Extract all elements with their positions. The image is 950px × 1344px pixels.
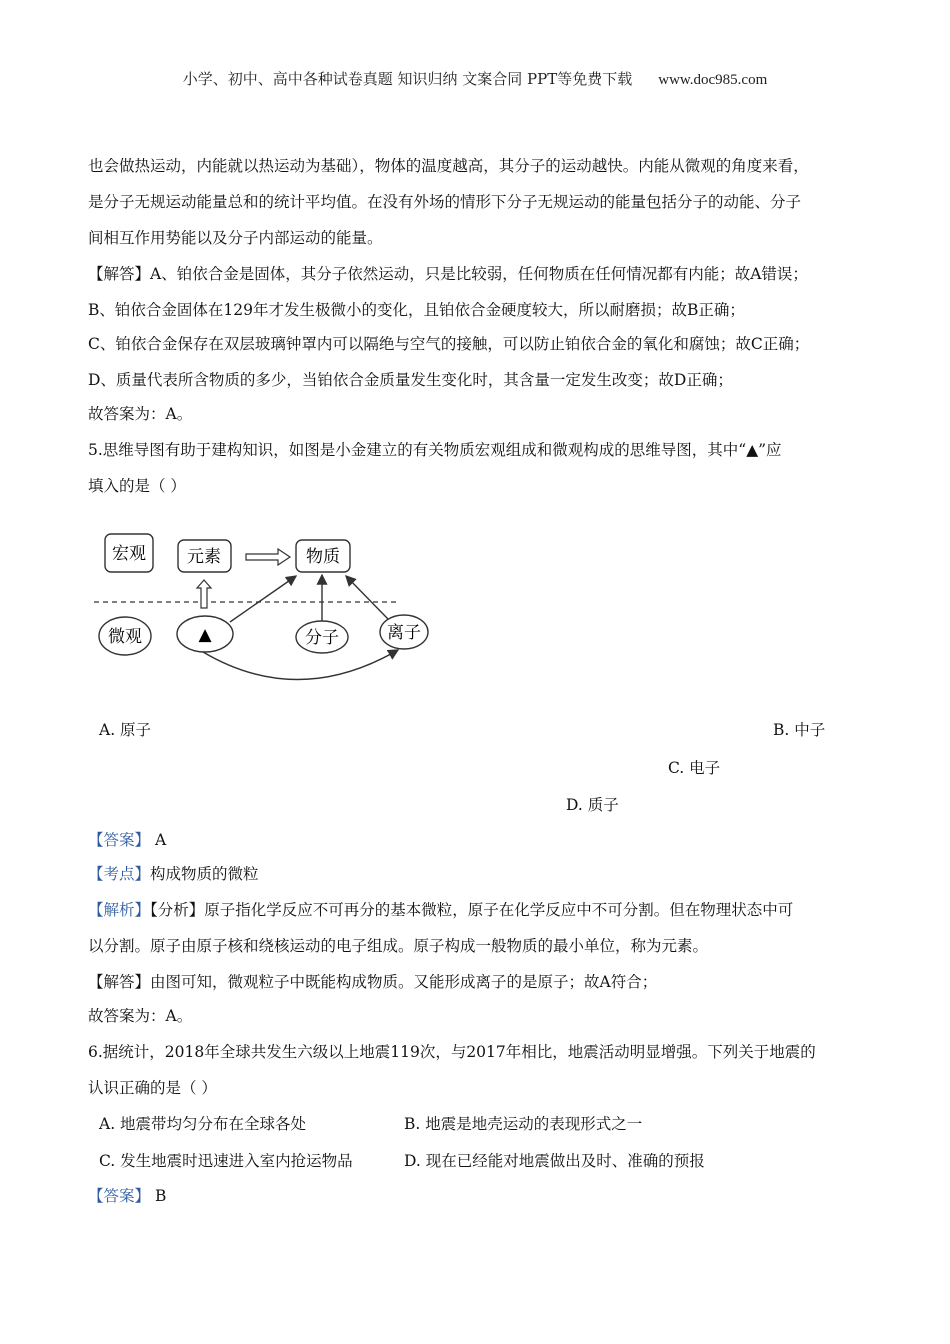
point-line bbox=[88, 864, 259, 884]
analysis-text: 【分析】原子指化学反应不可再分的基本微粒，原子在化学反应中不可分割。但在物理状态中可 bbox=[150, 901, 794, 919]
answer-tag: 【答案】 bbox=[88, 831, 151, 849]
hollow-arrow-right bbox=[246, 549, 290, 565]
paragraph-line: 也会做热运动，内能就以热运动为基础），物体的温度越高，其分子的运动越快。内能从微观的角度来看， bbox=[88, 157, 809, 175]
option-d[interactable]: D. 现在已经能对地震做出及时、准确的预报 bbox=[404, 1152, 705, 1170]
paragraph-line: 间相互作用势能以及分子内部运动的能量。 bbox=[88, 229, 383, 247]
option-c[interactable]: C. 发生地震时迅速进入室内抢运物品 bbox=[99, 1152, 353, 1170]
hollow-arrow-up bbox=[197, 580, 211, 608]
solve-tag: 【解答】 bbox=[88, 973, 151, 991]
answer-line: D、质量代表所含物质的多少，当铂依合金质量发生变化时，其含量一定发生改变；故D正确； bbox=[88, 371, 733, 389]
arrow-blank-to-ion bbox=[203, 650, 398, 680]
answer-line bbox=[88, 1186, 166, 1206]
option-a[interactable]: A. 原子 bbox=[99, 721, 152, 739]
arrow-blank-to-substance bbox=[230, 576, 296, 622]
answer-value: B bbox=[154, 1187, 167, 1205]
paragraph-line: 是分子无规运动能量总和的统计平均值。在没有外场的情形下分子无规运动的能量包括分子的动能、分子 bbox=[88, 193, 802, 211]
option-c[interactable]: C. 电子 bbox=[668, 759, 721, 777]
final-answer: 故答案为：A。 bbox=[88, 1007, 193, 1025]
answer-line: C、铂依合金保存在双层玻璃钟罩内可以隔绝与空气的接触，可以防止铂依合金的氧化和腐蚀；故C正确； bbox=[88, 335, 810, 353]
point-tag: 【考点】 bbox=[88, 865, 151, 883]
analysis-tag: 【解析】 bbox=[88, 901, 151, 919]
option-d[interactable]: D. 质子 bbox=[566, 796, 619, 814]
blank-label: ▲ bbox=[198, 625, 212, 645]
answer-line bbox=[88, 264, 808, 284]
solve-line bbox=[88, 972, 657, 992]
answer-text: A、铂依合金是固体，其分子依然运动，只是比较弱，任何物质在任何情况都有内能；故A错误； bbox=[150, 265, 808, 283]
mind-map-diagram bbox=[88, 528, 448, 700]
element-label: 元素 bbox=[187, 547, 221, 567]
header-text: 小学、初中、高中各种试卷真题 知识归纳 文案合同 PPT等免费下载 bbox=[182, 70, 633, 88]
page-header bbox=[0, 68, 950, 89]
option-a[interactable]: A. 地震带均匀分布在全球各处 bbox=[99, 1115, 307, 1133]
option-b[interactable]: B. 地震是地壳运动的表现形式之一 bbox=[404, 1115, 643, 1133]
question-stem: 5.思维导图有助于建构知识，如图是小金建立的有关物质宏观组成和微观构成的思维导图，其中“▲”应 bbox=[88, 441, 782, 459]
answer-tag: 【解答】 bbox=[88, 265, 151, 283]
analysis-line bbox=[88, 900, 793, 920]
analysis-line: 以分割。原子由原子核和绕核运动的电子组成。原子构成一般物质的最小单位，称为元素。 bbox=[88, 937, 709, 955]
option-b[interactable]: B. 中子 bbox=[773, 721, 826, 739]
macro-label: 宏观 bbox=[112, 544, 146, 564]
question-stem: 填入的是（ ） bbox=[88, 477, 186, 495]
molecule-label: 分子 bbox=[305, 628, 339, 648]
point-text: 构成物质的微粒 bbox=[150, 865, 259, 883]
ion-label: 离子 bbox=[387, 623, 421, 643]
answer-line bbox=[88, 830, 166, 850]
answer-line: B、铂依合金固体在129年才发生极微小的变化，且铂依合金硬度较大，所以耐磨损；故B正确； bbox=[88, 301, 745, 319]
micro-label: 微观 bbox=[108, 627, 142, 647]
answer-value: A bbox=[154, 831, 167, 849]
question-stem: 认识正确的是（ ） bbox=[88, 1079, 217, 1097]
answer-line: 故答案为：A。 bbox=[88, 405, 193, 423]
question-stem: 6.据统计，2018年全球共发生六级以上地震119次，与2017年相比，地震活动明显增强。下列关于地震的 bbox=[88, 1043, 816, 1061]
arrow-ion-to-substance bbox=[346, 576, 388, 619]
answer-tag: 【答案】 bbox=[88, 1187, 151, 1205]
header-site[interactable]: www.doc985.com bbox=[658, 72, 768, 88]
substance-label: 物质 bbox=[306, 547, 340, 567]
solve-text: 由图可知，微观粒子中既能构成物质。又能形成离子的是原子；故A符合； bbox=[150, 973, 658, 991]
